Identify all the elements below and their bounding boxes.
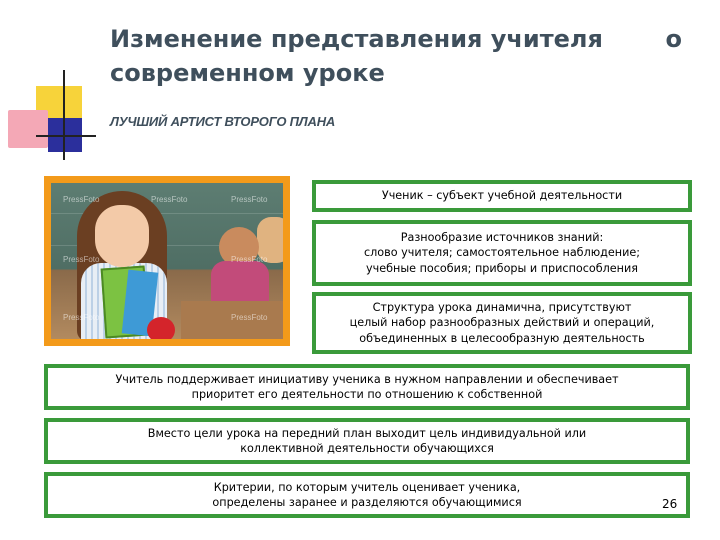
photo-frame (44, 176, 290, 346)
point-text-line: Критерии, по которым учитель оценивает ученика, (213, 480, 521, 494)
point-box-lesson-structure (312, 292, 692, 354)
photo-watermark: PressFoto (63, 313, 100, 322)
photo-child-body (211, 261, 269, 301)
point-text-line: Ученик – субъект учебной деятельности (381, 189, 623, 203)
title-line-2: современном уроке (110, 59, 385, 87)
point-box-teacher-support (44, 364, 690, 410)
point-text-line: Учитель поддерживает инициативу ученика в нужном направлении и обеспечивает (115, 372, 619, 386)
page-number: 26 (662, 497, 678, 511)
photo-girl-face (95, 205, 149, 267)
photo-watermark: PressFoto (63, 255, 100, 264)
photo-watermark: PressFoto (231, 195, 268, 204)
point-box-student-subject (312, 180, 692, 212)
photo-watermark: PressFoto (63, 195, 100, 204)
photo-watermark: PressFoto (231, 313, 268, 322)
slide-title (110, 22, 690, 90)
photo-watermark: PressFoto (231, 255, 268, 264)
deco-horizontal-line (36, 135, 96, 137)
point-text-line: Разнообразие источников знаний: (400, 230, 604, 244)
point-text-line: Вместо цели урока на передний план выходит цель индивидуальной или (147, 426, 587, 440)
deco-vertical-line (63, 70, 65, 160)
photo-watermark: PressFoto (151, 195, 188, 204)
point-text-line: коллективной деятельности обучающихся (240, 442, 494, 455)
deco-pink-square (8, 110, 48, 148)
point-box-assessment-criteria (44, 472, 690, 518)
point-text-line: определены заранее и разделяются обучающимися (212, 496, 522, 509)
apple-icon (147, 317, 175, 339)
title-o: о (665, 25, 682, 53)
point-text-line: Структура урока динамична, присутствуют (372, 300, 632, 314)
title-line-1: Изменение представления учителя (110, 25, 603, 53)
point-box-lesson-goal (44, 418, 690, 464)
point-text-line: приоритет его деятельности по отношению к собственной (191, 388, 543, 401)
point-text-line: объединенных в целесообразную деятельность (359, 331, 645, 345)
classroom-photo (51, 183, 283, 339)
point-text-line: слово учителя; самостоятельное наблюдение; (363, 246, 641, 260)
point-box-knowledge-sources (312, 220, 692, 286)
point-text-line: учебные пособия; приборы и приспособления (366, 261, 638, 275)
slide-subtitle: ЛУЧШИЙ АРТИСТ ВТОРОГО ПЛАНА (110, 114, 336, 129)
point-text-line: целый набор разнообразных действий и операций, (349, 316, 655, 330)
